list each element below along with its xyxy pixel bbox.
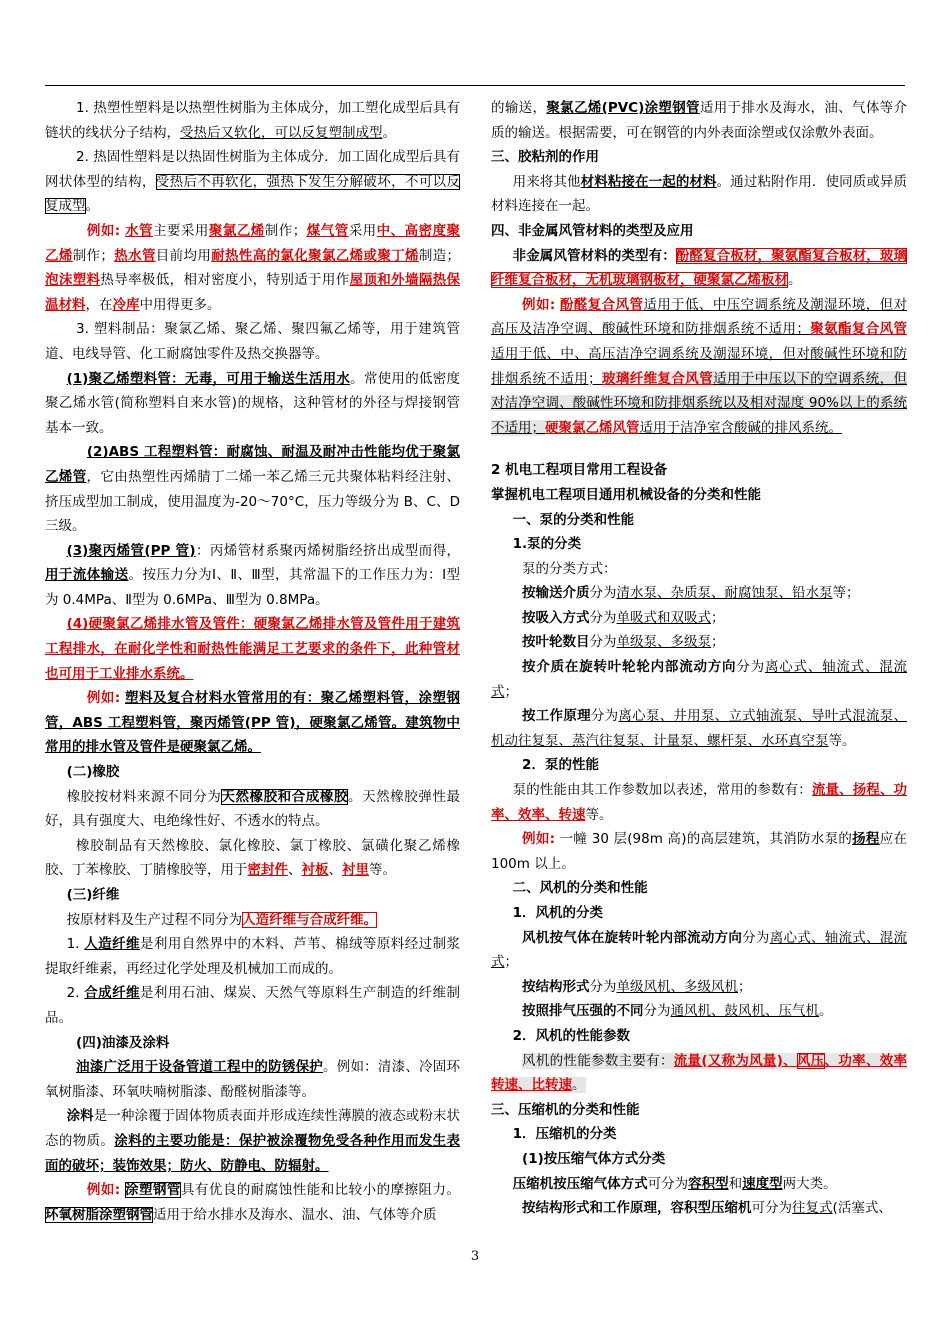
text-run: 泵的分类方式：: [522, 560, 617, 577]
paragraph: [45, 1178, 460, 1227]
paragraph: [491, 778, 907, 827]
text-run: 按吸入方式: [522, 609, 590, 626]
section-heading: [491, 458, 907, 483]
text-run: 等；: [832, 585, 860, 602]
text-run: 涂料的主要功能是：保护被涂覆物免受各种作用而发生表面的破坏；装饰效果；防火、防静电、防辐射。: [45, 1132, 461, 1174]
text-run: 涂塑钢管: [124, 1182, 181, 1199]
text-run: 二、风机的分类和性能: [512, 880, 648, 897]
text-run: 1．压缩机的分类: [512, 1126, 617, 1143]
text-run: 单吸式和双吸式: [616, 609, 712, 626]
paragraph: [45, 440, 460, 538]
text-run: (二)橡胶: [66, 764, 120, 781]
text-run: 分为: [589, 585, 617, 602]
text-run: 2.: [66, 985, 85, 1002]
paragraph: [491, 926, 907, 975]
text-run: 聚氨酯复合风管: [809, 321, 908, 338]
text-run: 按介质在旋转叶轮轮内部流动方向: [522, 659, 737, 676]
text-run: 例如:: [86, 690, 121, 707]
paragraph: [491, 170, 907, 219]
text-run: 3. 塑料制品：聚氯乙烯、聚乙烯、聚四氟乙烯等，用于建筑管道、电线导管、化工耐腐蚀零件及热交换器等。: [45, 321, 460, 362]
header-rule: [45, 85, 905, 86]
page-number: 3: [470, 1249, 480, 1264]
text-run: 分为: [589, 634, 617, 651]
text-run: 耐热性高的氯化聚氯乙烯或聚丁烯: [211, 247, 419, 264]
text-run: 1. 热塑性塑料是以热塑性树脂为主体成分，加工塑化成型后具有链状的线状分子结构，: [45, 100, 460, 141]
paragraph: [491, 581, 907, 606]
text-run: 、功率、效率转速、比转速: [491, 1052, 908, 1094]
text-run: 。天然橡胶弹性最好，具有强度大、电绝缘性好、不透水的特点。: [45, 788, 461, 830]
text-run: 。常使用的低密度聚乙烯水管(简称塑料自来水管)的规格，这种管材的外径与焊接钢管基本一致。: [45, 370, 460, 436]
text-run: 合成纤维: [84, 985, 140, 1002]
text-run: 按原材料及生产过程不同分为: [66, 911, 243, 928]
text-run: ；: [711, 634, 725, 651]
paragraph: [491, 704, 907, 753]
paragraph: [491, 999, 907, 1024]
text-run: 流量(又称为风量)、: [673, 1052, 797, 1069]
text-run: (活塞式、: [832, 1200, 892, 1217]
text-run: 例如:: [522, 831, 556, 848]
text-run: 涂料: [66, 1108, 94, 1125]
text-run: 三、胶粘剂的作用: [491, 149, 599, 166]
text-run: (1)按压缩气体方式分类: [522, 1150, 666, 1167]
text-run: 密封件: [247, 862, 288, 879]
paragraph: [45, 981, 460, 1030]
paragraph: [491, 244, 907, 293]
text-run: ；: [711, 609, 725, 626]
section-heading: [491, 483, 907, 508]
text-run: 速度型: [742, 1175, 783, 1192]
text-run: 受热后不再软化，强热下发生分解破坏，不可以反复成型: [45, 173, 461, 215]
text-run: 玻璃纤维复合风管: [601, 370, 714, 387]
text-run: 油漆广泛用于设备管道工程中的防锈保护: [76, 1059, 324, 1076]
text-run: 四、非金属风管材料的类型及应用: [491, 222, 694, 239]
text-run: 例如:: [86, 1182, 121, 1199]
text-run: 制作；: [72, 247, 114, 264]
text-run: 等。: [585, 806, 613, 823]
paragraph: [491, 655, 907, 704]
text-run: 的输送，: [491, 100, 547, 116]
text-run: 煤气管: [306, 222, 349, 239]
text-run: 两大类。: [782, 1175, 837, 1192]
paragraph: [45, 1055, 460, 1104]
text-run: 2. 热固性塑料是以热固性树脂为主体成分．加工固化成型后具有网状体型的结构，: [45, 149, 460, 190]
text-run: 环氧树脂涂塑钢管: [45, 1206, 153, 1223]
text-run: ；: [504, 954, 518, 971]
text-run: ：丙烯管材系聚丙烯树脂经挤出成型而得，: [195, 542, 461, 559]
text-run: 离心式、轴流式、混流式: [491, 659, 908, 700]
text-run: 扬程: [852, 831, 880, 848]
text-run: 采用: [348, 222, 377, 239]
text-run: 例如:: [522, 296, 556, 313]
text-run: 热导率极低，相对密度小，特别适于用作: [100, 272, 350, 289]
paragraph: [45, 932, 460, 981]
paragraph: [45, 219, 460, 317]
text-run: 非金属风管材料的类型有：: [512, 247, 676, 264]
text-run: 分为: [742, 929, 770, 946]
text-run: 按结构形式: [522, 978, 590, 995]
text-run: 三、压缩机的分类和性能: [491, 1101, 640, 1118]
text-run: 适用于洁净室含酸碱的排风系统。: [639, 419, 842, 436]
paragraph: [491, 630, 907, 655]
text-run: ，在: [85, 296, 113, 313]
text-run: 例如:: [86, 222, 121, 239]
text-run: 是利用石油、煤炭、天然气等原料生产制造的纤维制品。: [45, 985, 461, 1026]
text-run: 酚醛复合板材，聚氨酯复合板材，玻璃纤维复合板材，无机玻璃钢板材，硬聚氯乙烯板材: [491, 247, 908, 289]
text-run: 1.泵的分类: [512, 536, 582, 553]
section-heading: [45, 883, 460, 908]
section-heading: [491, 901, 907, 926]
text-run: 单级泵、多级泵: [616, 634, 712, 651]
text-run: (1)聚乙烯塑料管：无毒，可用于输送生活用水: [66, 370, 351, 387]
text-run: 是一种涂覆于固体物质表面并形成连续性薄膜的液态或粉末状态的物质。: [45, 1108, 461, 1149]
text-run: 1．风机的分类: [512, 905, 603, 921]
section-heading: [491, 876, 907, 901]
paragraph: [45, 145, 460, 219]
text-run: 制作；: [264, 222, 307, 239]
text-run: 通风机、鼓风机、压气机: [670, 1003, 820, 1020]
paragraph: [45, 539, 460, 613]
paragraph: [45, 908, 460, 933]
text-run: 流量、扬程、功率、效率、转速: [491, 782, 908, 823]
text-run: 等。: [828, 732, 856, 749]
text-run: 和: [728, 1175, 743, 1192]
text-run: 中、高密度聚乙烯: [45, 222, 461, 264]
text-run: 按叶轮数目: [522, 634, 590, 651]
section-heading: [491, 1024, 907, 1049]
text-run: 可分为: [751, 1200, 793, 1217]
text-run: 1.: [66, 936, 85, 953]
text-run: 一、泵的分类和性能: [512, 511, 635, 528]
text-run: 。: [788, 272, 802, 289]
text-run: ；: [504, 683, 518, 700]
text-run: 适用于低、中压空调系统及潮湿环境，但对高压及洁净空调、酸碱性环境和防排烟系统不适用；: [491, 296, 908, 338]
text-run: 2．泵的性能: [522, 757, 599, 774]
paragraph: [45, 367, 460, 441]
paragraph: [491, 1196, 907, 1221]
text-run: 。: [819, 1003, 833, 1020]
text-run: 离心式、轴流式、混流式: [491, 929, 908, 971]
text-run: ；: [738, 978, 752, 995]
text-run: 是利用自然界中的木料、芦苇、棉绒等原料经过制浆提取纤维素，再经过化学处理及机械加工而成的。: [45, 936, 461, 977]
spacer: [491, 440, 907, 458]
text-run: 橡胶制品有天然橡胶、氯化橡胶、氯丁橡胶、氯磺化聚乙烯橡胶、丁苯橡胶、丁腈橡胶等，用于: [45, 837, 460, 879]
text-run: 硬聚氯乙烯风管: [545, 419, 640, 436]
text-run: 水管: [124, 222, 153, 239]
text-run: 、: [328, 862, 342, 879]
text-run: 塑料及复合材料水管常用的有：聚乙烯塑料管，涂塑钢管，ABS 工程塑料管，聚丙烯管(PP 管)，硬聚氯乙烯管。建筑物中常用的排水管及管件是硬聚氯乙烯。: [45, 690, 460, 756]
text-run: 目前均用: [155, 247, 212, 264]
text-run: 应在 100m 以上。: [491, 831, 908, 872]
text-run: 屋顶和外墙隔热保温材料: [45, 272, 461, 313]
text-run: 人造纤维: [84, 936, 140, 953]
text-run: 单级风机、多级风机: [616, 978, 739, 995]
text-run: (3)聚丙烯管(PP 管): [66, 542, 196, 559]
paragraph: [491, 1172, 907, 1197]
text-run: 材料粘接在一起的材料: [580, 173, 717, 190]
text-run: (4)硬聚氯乙烯排水管及管件：硬聚氯乙烯排水管及管件用于建筑工程排水，在耐化学性和耐热性能满足工艺要求的条件下，此种管材也可用于工业排水系统。: [45, 616, 460, 682]
paragraph: [45, 686, 460, 760]
text-run: 往复式: [792, 1200, 833, 1217]
text-run: 天然橡胶和合成橡胶: [221, 788, 349, 805]
text-run: 一幢 30 层(98m 高)的高层建筑，其消防水泵的: [555, 831, 853, 848]
text-run: 清水泵、杂质泵、耐腐蚀泵、铅水泵: [616, 585, 833, 602]
paragraph: [491, 827, 907, 876]
paragraph: [491, 975, 907, 1000]
text-run: 聚氯乙烯(PVC)涂塑钢管: [546, 100, 700, 116]
text-run: 受热后又软化，可以反复塑制成型: [180, 124, 383, 141]
text-run: 适用于中压以下的空调系统，但对洁净空调、酸碱性环境和防排烟系统以及相对湿度 90%以上的系统不适用；: [491, 370, 908, 436]
paragraph: [491, 293, 907, 441]
text-run: 风机按气体在旋转叶轮内部流动方向: [522, 929, 743, 946]
text-run: 酚醛复合风管: [559, 296, 644, 313]
right-column: [491, 96, 907, 1221]
section-heading: [491, 532, 907, 557]
paragraph: [491, 96, 907, 145]
text-run: 风机的性能参数主要有：: [522, 1052, 674, 1069]
text-run: (三)纤维: [66, 887, 120, 903]
text-run: 适用于低、中、高压洁净空调系统及潮湿环境，但对酸碱性环境和防排烟系统不适用；: [491, 345, 907, 387]
text-run: 用于流体输送: [45, 567, 129, 584]
section-heading: [491, 753, 907, 778]
text-run: 分为: [590, 708, 619, 725]
text-run: 中用得更多。: [139, 296, 221, 313]
text-run: 按输送介质: [522, 585, 590, 602]
text-run: 掌握机电工程项目通用机械设备的分类和性能: [491, 486, 761, 503]
text-run: 泵的性能由其工作参数加以表述，常用的参数有：: [512, 782, 812, 799]
text-run: 分为: [736, 659, 765, 676]
paragraph: [491, 557, 907, 582]
text-run: 。: [382, 124, 396, 141]
section-heading: [491, 1098, 907, 1123]
section-heading: [491, 508, 907, 533]
text-run: 容积型: [688, 1175, 729, 1192]
text-run: 橡胶按材料来源不同分为: [66, 788, 222, 805]
paragraph: [45, 96, 460, 145]
text-run: 适用于给水排水及海水、温水、油、气体等介质: [153, 1206, 437, 1223]
text-run: 分为: [589, 978, 617, 995]
section-heading: [491, 1147, 907, 1172]
text-run: 2．风机的性能参数: [512, 1027, 630, 1044]
text-run: 分为: [589, 609, 617, 626]
text-run: 。: [572, 1077, 586, 1094]
text-run: 制造；: [418, 247, 461, 264]
text-run: 等。: [369, 862, 396, 879]
text-run: 按结构形式和工作原理，容积型压缩机: [522, 1200, 752, 1217]
paragraph: [45, 317, 460, 366]
section-heading: [491, 219, 907, 244]
text-run: 分为: [643, 1003, 671, 1020]
text-run: 按工作原理: [522, 708, 591, 725]
text-run: 冷库: [112, 296, 140, 313]
text-run: 离心泵、井用泵、立式轴流泵、导叶式混流泵、机动往复泵、蒸汽往复泵、计量泵、螺杆泵、水环真空泵: [491, 708, 908, 749]
text-run: 用来将其他: [512, 173, 581, 190]
section-heading: [45, 760, 460, 785]
text-run: 人造纤维与合成纤维。: [242, 911, 378, 928]
text-run: 衬板: [301, 862, 329, 879]
text-run: 按照排气压强的不同: [522, 1003, 644, 1020]
text-run: 。按压力分为Ⅰ、Ⅱ、Ⅲ型，其常温下的工作压力为：Ⅰ型为 0.4MPa、Ⅱ型为 0.6MPa、Ⅲ型为 0.8MPa。: [45, 567, 460, 608]
section-heading: [45, 1031, 460, 1056]
text-run: 适用于排水及海水，油、气体等介质的输送。根据需要，可在钢管的内外表面涂塑或仅涂敷外表面。: [491, 100, 908, 141]
section-heading: [491, 145, 907, 170]
text-run: 、: [288, 862, 302, 879]
text-run: 。例如：清漆、冷固环氧树脂漆、环氧呋喃树脂漆、酚醛树脂漆等。: [45, 1059, 460, 1100]
section-heading: [491, 1122, 907, 1147]
text-run: 风压: [796, 1052, 825, 1069]
text-run: 热水管: [113, 247, 156, 264]
text-run: (2)ABS 工程塑料管：耐腐蚀、耐温及耐冲击性能均优于聚氯乙烯管: [45, 444, 460, 485]
text-run: 主要采用: [152, 222, 209, 239]
paragraph: [491, 1049, 907, 1098]
paragraph: [45, 834, 460, 883]
paragraph: [45, 785, 460, 834]
text-run: 。: [85, 198, 99, 215]
text-run: 可分为: [647, 1175, 689, 1192]
text-run: 具有优良的耐腐蚀性能和比较小的摩擦阻力。: [180, 1182, 461, 1199]
left-column: [45, 96, 460, 1227]
text-run: 衬里: [342, 862, 369, 879]
text-run: 。通过粘附作用．使同质或异质材料连接在一起。: [491, 173, 908, 215]
text-run: 压缩机按压缩气体方式: [512, 1175, 648, 1192]
paragraph: [45, 612, 460, 686]
text-run: (四)油漆及涂料: [76, 1034, 170, 1051]
text-run: ，它由热塑性丙烯腈丁二烯一苯乙烯三元共聚体粘料经注射、挤压成型加工制成，使用温度为-20～70°C，压力等级分为 B、C、D 三级。: [45, 468, 461, 535]
text-run: 2 机电工程项目常用工程设备: [491, 462, 668, 479]
text-run: 泡沫塑料: [45, 272, 101, 289]
paragraph: [491, 606, 907, 631]
text-run: 聚氯乙烯: [208, 222, 265, 239]
paragraph: [45, 1104, 460, 1178]
